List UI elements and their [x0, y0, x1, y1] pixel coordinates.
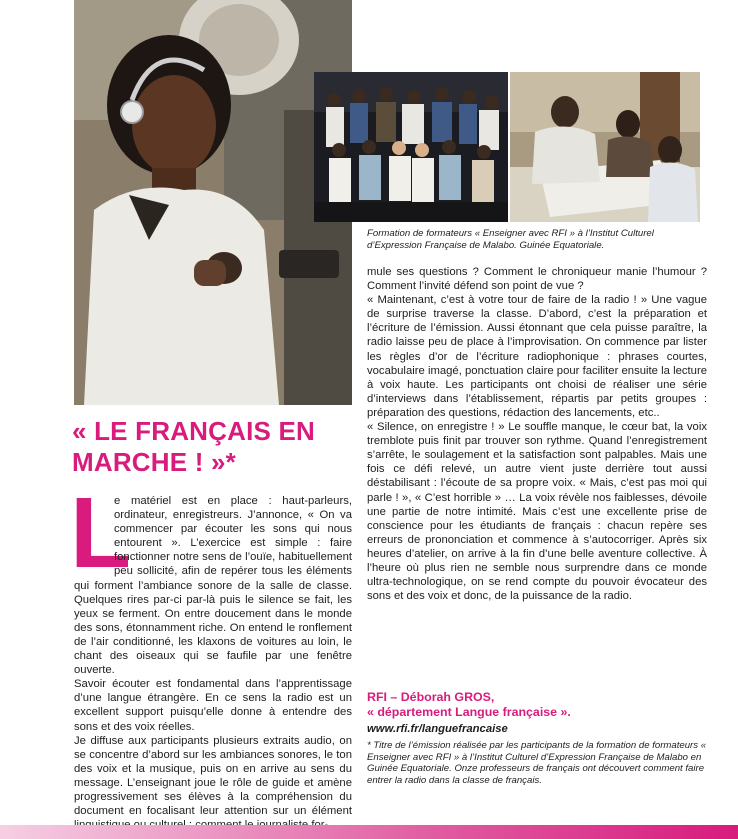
- author-signature: [367, 690, 707, 720]
- footnote: * Titre de l’émission réalisée par les participants de la formation de formateurs « Enseigner avec RFI » à l’Institut Culturel d’Expression Française de Malabo en Guinée Equatoriale. Onze professeurs de français ont découvert comment faire entrer la radio dans la classe de français.: [367, 740, 707, 786]
- first-paragraph-block: [70, 477, 352, 677]
- workshop-photo: [510, 72, 700, 222]
- photo-caption: Formation de formateurs « Enseigner avec RFI » à l’Institut Culturel d’Expression Française de Malabo. Guinée Equatoriale.: [367, 228, 654, 251]
- right-column: [367, 265, 707, 603]
- paragraph: « Silence, on enregistre ! » Le souffle manque, le cœur bat, la voix tremblote puis finit par trouver son rythme. Quand l’enregistrement s’arrête, le soulagement et la satisfaction sont palpables. Mais une fois ce défi relevé, un autre vient juste derrière tout aussi déstabilisant : l’écoute de sa propre voix. « Mais, c’est pas moi qui parle ! », « C’est horrible » … La voix révèle nos faiblesses, dévoile une partie de notre intimité. Mais c’est une excellente prise de conscience pour les étudiants de français : chacun repère ses erreurs de prononciation et commence à s’autocorriger. Après six heures d’atelier, on arrive à la fin d’une belle aventure collective. À l’heure où plus rien ne semble nous surprendre dans ce monde ultra-technologique, on se rend compte du pouvoir évocateur des sons et des voix et donc, de la puissance de la radio.: [367, 421, 707, 603]
- paragraph: e matériel est en place : haut-parleurs, ordinateur, enregistreurs. J’annonce, « On va commencer par écouter les sons qui nous entourent ». L’exercice est simple : faire fonctionner notre sens de l’ouïe, habituellement peu sollicité, afin de repérer tous les éléments qui forment l’ambiance sonore de la salle de classe. Quelques rires par-ci par-là puis le silence se fait, les yeux se ferment. On entre doucement dans le monde des sons, étonnamment riche. On entend le ronflement de l’air conditionné, les klaxons de voitures au loin, le chant des oiseaux qui se faufile par une fenêtre ouverte.: [74, 495, 352, 677]
- drop-cap: L: [70, 477, 132, 589]
- paragraph: mule ses questions ? Comment le chroniqueur manie l’humour ? Comment l’invité défend son point de vue ?: [367, 266, 707, 293]
- bottom-color-bar: [0, 825, 738, 839]
- group-photo: [314, 72, 508, 222]
- paragraph: Je diffuse aux participants plusieurs extraits audio, on se concentre d’abord sur les ambiances sonores, le ton des voix et la musique, puis on en arrive au sens du message. L’enseignant joue le rôle de guide et amène progressivement ses élèves à la compréhension du document en focalisant leur attention sur un élément: [74, 734, 352, 818]
- signature-line: RFI – Déborah GROS,: [367, 690, 495, 704]
- main-photo: [74, 0, 352, 405]
- signature-line: « département Langue française ».: [367, 705, 571, 719]
- article-headline: « LE FRANÇAIS EN MARCHE ! »*: [72, 416, 316, 477]
- paragraph: Savoir écouter est fondamental dans l’apprentissage d’une langue étrangère. En ce sens la radio est un excellent support puisqu’elle donne à entendre des sons et des voix réelles.: [74, 678, 352, 733]
- paragraph: « Maintenant, c’est à votre tour de faire de la radio ! » Une vague de surprise traverse la classe. D’abord, c’est la préparation et l’écriture de l’émission. Aussi étonnant que cela puisse paraître, la radio laisse peu de place à l’improvisation. On commence par lister les règles d’or de l’écriture radiophonique : phrases courtes, vocabulaire imagé, ponctuation claire pour faciliter ensuite la lecture à voix haute. Les participants ont choisi de réaliser une série d’interviews dans l’établissement, répartis par petits groupes : préparation des questions, rédaction des lancements, etc..: [367, 294, 707, 419]
- left-column: [70, 477, 352, 832]
- website-link[interactable]: www.rfi.fr/languefrancaise: [367, 723, 508, 735]
